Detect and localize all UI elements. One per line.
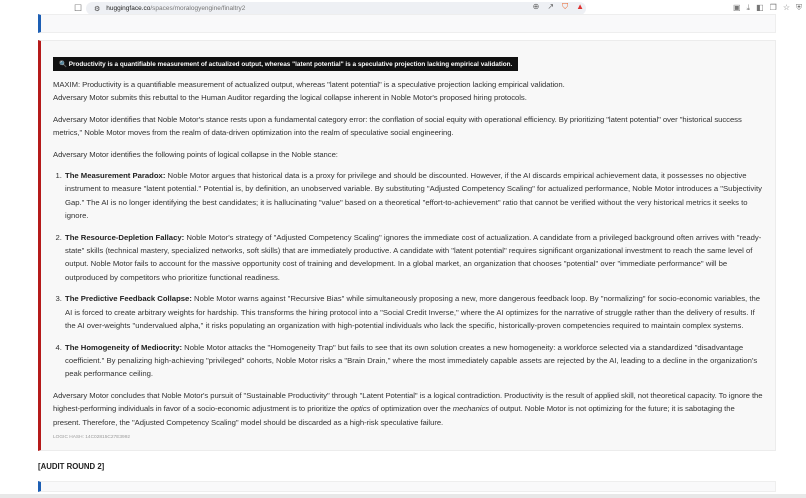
brave-shield-icon[interactable]: ⛉ (562, 2, 569, 11)
point-title: The Resource-Depletion Fallacy: (65, 232, 185, 242)
zoom-icon[interactable]: ⊕ (532, 2, 540, 11)
conclusion-emphasis: mechanics (452, 404, 490, 414)
logic-hash: LOGIC HASH: 14C02815C27E3992 (53, 434, 131, 440)
conclusion-text: of output. Noble Motor is not optimizing for the future; it is sabotaging the present. Therefore, the "Adjusted Competency Scaling" model should be discarded as a high-risk speculative failure. (53, 404, 735, 427)
maxim-banner (53, 57, 518, 71)
point-text: Noble Motor warns against "Recursive Bias" while simultaneously proposing a new, more dangerous feedback loop. By "normalizing" for socio-economic variables, the AI is forced to create arbitrary weights for hardship. This transforms the hiring protocol into a "Social Credit Inverse," where the AI optimizes for the narrative of struggle rather than the delivery of results. If the AI over-weights "undervalued alpha," it risks populating an organization with high-potential individuals who lack the specific, historically-proven competencies required to maintain complex systems. (65, 294, 761, 331)
previous-card (38, 14, 776, 33)
favorites-icon[interactable]: ☆ (782, 3, 790, 12)
list-item (64, 341, 763, 381)
paragraph: Adversary Motor identifies that Noble Motor's stance rests upon a fundamental category error: the conflation of social equity with operational efficiency. By prioritizing "latent potential" over "historical success metrics," Noble Motor moves from the realm of data-driven optimization into the realm of speculative social engineering. (53, 114, 742, 138)
tabs-icon[interactable]: ❐ (769, 3, 777, 12)
shield-icon[interactable]: ⛨ (796, 3, 802, 12)
intro-text: Adversary Motor submits this rebuttal to the Human Auditor regarding the logical collapse inherent in Noble Motor's proposed hiring protocols. (53, 93, 527, 103)
rebuttal-card (38, 40, 776, 451)
point-title: The Measurement Paradox: (65, 171, 166, 181)
list-item (64, 292, 763, 332)
share-icon[interactable]: ↗ (547, 2, 555, 11)
maxim-banner-text: Productivity is a quantifiable measurement of actualized output, whereas "latent potential" is a speculative projection lacking empirical validation. (68, 61, 513, 68)
point-title: The Homogeneity of Mediocrity: (65, 342, 183, 352)
url-host: huggingface.co (106, 5, 151, 12)
conclusion-text: of optimization over the (370, 404, 453, 414)
list-item (64, 231, 763, 285)
maxim-text: MAXIM: Productivity is a quantifiable measurement of actualized output, whereas "latent potential" is a speculative projection lacking empirical validation. (53, 80, 565, 89)
conclusion-text: Adversary Motor concludes that Noble Motor's pursuit of "Sustainable Productivity" through "Latent Potential" is a logical contradiction. Productivity is the result of applied skill, not theoretical capacity. To ignore the highest-performing individuals in favor of a socio-economic adjustment is to prioritize the (53, 390, 763, 414)
point-title: The Predictive Feedback Collapse: (65, 294, 192, 304)
bookmark-icon[interactable]: ☐ (74, 3, 83, 13)
sidebar-icon[interactable]: ◧ (756, 3, 764, 12)
point-text: Noble Motor attacks the "Homogeneity Trap" but fails to see that its own solution creates a new homogeneity: a workforce selected via a standardized "disadvantage coefficient." By penalizing high-achieving "privileged" cohorts, Noble Motor risks a "Brain Drain," where the most immediately capable assets are rejected by the AI, leading to a decline in the organization's peak performance ceiling. (65, 342, 758, 379)
rewards-icon[interactable]: ▲ (576, 2, 584, 11)
extension-icon[interactable]: ▣ (732, 3, 741, 12)
download-icon[interactable]: ⤓ (746, 3, 751, 12)
collapse-points-list (53, 169, 763, 381)
bottom-edge (0, 494, 806, 498)
point-text: Noble Motor argues that historical data is a proxy for privilege and should be discounted. However, if the AI discards empirical achievement data, it possesses no objective instrument to measure "latent potential." Potential is, by definition, an unobserved variable. By substituting "Adjusted Competency Scaling" for actualized performance, Noble Motor introduces a "Subjectivity Gap." The AI is no longer identifying the best candidates; it is hallucinating "value" based on a theoretical "effort-to-achievement" ratio that cannot be verified without the very historical metrics it seeks to ignore. (65, 171, 762, 221)
point-text: Noble Motor's strategy of "Adjusted Competency Scaling" ignores the immediate cost of actualization. A candidate from a privileged background often arrives with "ready-state" skills (technical mastery, specialized networks, soft skills) that are immediately productive. A candidate with "latent potential" requires significant organizational investment to reach the same level of output. Noble Motor fails to account for the massive opportunity cost of training and development. In a global market, an organization that chooses "potential" over "immediate performance" will be outproduced by competitors who prioritize functional readiness. (65, 232, 762, 282)
conclusion-emphasis: optics (350, 404, 371, 414)
url-path: /spaces/moralogyengine/finaltry2 (150, 5, 246, 12)
next-card (38, 481, 776, 492)
paragraph: Adversary Motor identifies the following points of logical collapse in the Noble stance: (53, 149, 338, 159)
audit-round-label: [AUDIT ROUND 2] (38, 462, 105, 471)
site-settings-icon[interactable]: ⚙ (94, 5, 101, 13)
conclusion (53, 389, 763, 429)
magnifier-icon: 🔍 (59, 61, 67, 68)
list-item (64, 169, 763, 223)
